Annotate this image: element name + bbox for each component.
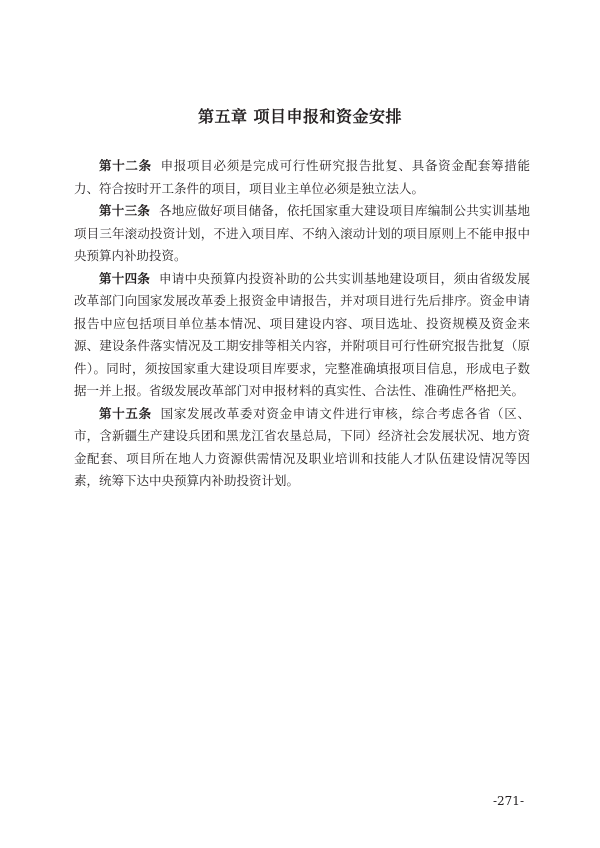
chapter-body — [74, 155, 530, 493]
article-label: 第十四条 — [99, 270, 151, 286]
article-label: 第十三条 — [99, 203, 151, 218]
article-13 — [74, 200, 530, 268]
article-text: 各地应做好项目储备，依托国家重大建设项目库编制公共实训基地项目三年滚动投资计划，不进入项目库、不纳入滚动计划的项目原则上不能申报中央预算内补助投资。 — [74, 203, 530, 263]
article-text: 国家发展改革委对资金申请文件进行审核，综合考虑各省（区、市，含新疆生产建设兵团和黑龙江省农垦总局，下同）经济社会发展状况、地方资金配套、项目所在地人力资源供需情况及职业培训和技能人才队伍建设情况等因素，统筹下达中央预算内补助投资计划。 — [74, 405, 530, 488]
article-14 — [74, 268, 530, 403]
article-label: 第十五条 — [99, 405, 152, 421]
article-label: 第十二条 — [99, 158, 152, 173]
article-text: 申请中央预算内投资补助的公共实训基地建设项目，须由省级发展改革部门向国家发展改革委上报资金申请报告，并对项目进行先后排序。资金申请报告中应包括项目单位基本情况、项目建设内容、项目选址、投资规模及资金来源、建设条件落实情况及工期安排等相关内容，并附项目可行性研究报告批复（原件）。同时，须按国家重大建设项目库要求，完整准确填报项目信息，形成电子数据一并上报。省级发展改革部门对申报材料的真实性、合法性、准确性严格把关。 — [74, 270, 530, 398]
page-number: -271- — [492, 794, 524, 808]
article-text: 申报项目必须是完成可行性研究报告批复、具备资金配套筹措能力、符合按时开工条件的项目，项目业主单位必须是独立法人。 — [74, 158, 530, 196]
article-15 — [74, 403, 530, 493]
chapter-title: 第五章 项目申报和资金安排 — [197, 107, 403, 126]
article-12 — [74, 155, 530, 200]
